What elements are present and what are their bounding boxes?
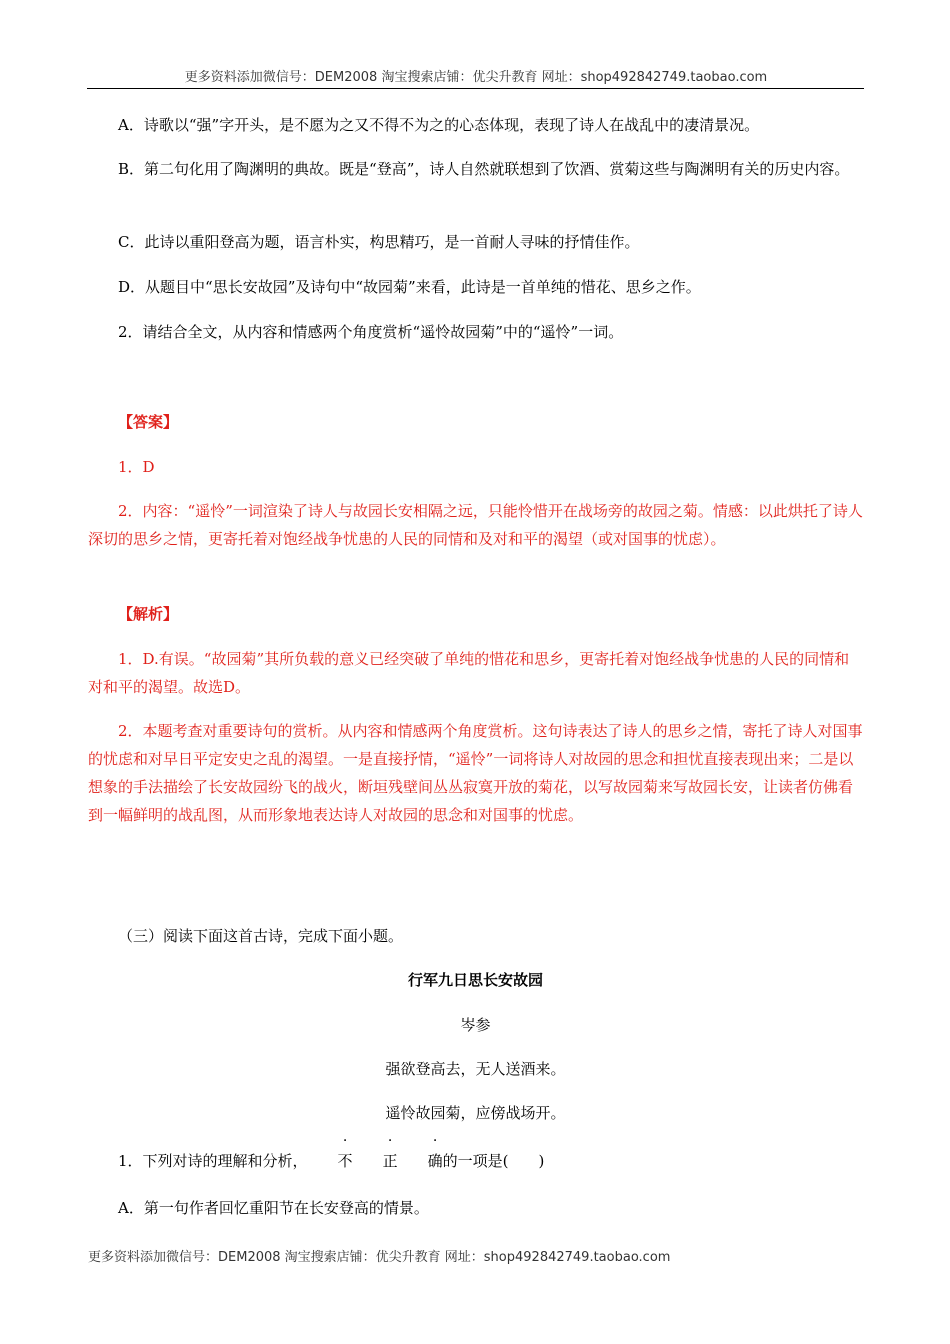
option-b-prev: B．第二句化用了陶渊明的典故。既是“登高”，诗人自然就联想到了饮酒、赏菊这些与陶渊明有关的历史内容。 xyxy=(118,160,850,178)
section-intro: （三）阅读下面这首古诗，完成下面小题。 xyxy=(118,927,404,945)
poem-line-1: 强欲登高去，无人送酒来。 xyxy=(385,1060,566,1078)
option-a: A．第一句作者回忆重阳节在长安登高的情景。 xyxy=(118,1199,429,1217)
emphasis-char: 正 xyxy=(382,1152,398,1170)
option-d-prev: D．从题目中“思长安故园”及诗句中“故园菊”来看，此诗是一首单纯的惜花、思乡之作。 xyxy=(118,278,701,296)
answer-1: 1．D xyxy=(118,458,155,476)
header-divider xyxy=(87,88,864,89)
analysis-1: 1．D.有误。“故园菊”其所负载的意义已经突破了单纯的惜花和思乡，更寄托着对饱经战争忧患的人民的同情和对和平的渴望。故选D。 xyxy=(88,650,850,696)
option-c-prev: C．此诗以重阳登高为题，语言朴实，构思精巧，是一首耐人寻味的抒情佳作。 xyxy=(118,233,640,251)
poem-title: 行军九日思长安故园 xyxy=(407,971,543,989)
option-a-prev: A．诗歌以“强”字开头，是不愿为之又不得不为之的心态体现，表现了诗人在战乱中的凄清景况。 xyxy=(118,116,760,134)
emphasis-char: 不 xyxy=(337,1152,353,1170)
analysis-heading: 【解析】 xyxy=(118,605,179,623)
page-footer: 更多资料添加微信号：DEM2008 淘宝搜索店铺：优尖升教育 网址：shop492842749.taobao.com xyxy=(88,1250,671,1265)
answer-2: 2．内容：“遥怜”一词渲染了诗人与故园长安相隔之远，只能怜惜开在战场旁的故园之菊。情感：以此烘托了诗人深切的思乡之情，更寄托着对饱经战争忧患的人民的同情和及对和平的渴望（或对国事的忧虑）。 xyxy=(88,502,863,548)
poem-author: 岑参 xyxy=(460,1016,491,1034)
emphasis-char: 确 xyxy=(427,1152,443,1170)
page-header: 更多资料添加微信号：DEM2008 淘宝搜索店铺：优尖升教育 网址：shop492842749.taobao.com xyxy=(184,70,768,85)
analysis-2: 2．本题考查对重要诗句的赏析。从内容和情感两个角度赏析。这句诗表达了诗人的思乡之情，寄托了诗人对国事的忧虑和对早日平定安史之乱的渴望。一是直接抒情，“遥怜”一词将诗人对故园的思念和担忧直接表现出来；二是以想象的手法描绘了长安故园纷飞的战火，断垣残壁间丛丛寂寞开放的菊花，以写故园菊来写故园长安，让读者仿佛看到一幅鲜明的战乱图，从而形象地表达诗人对故园的思念和对国事的忧虑。 xyxy=(88,722,863,824)
question-1-tail: 的一项是( ) xyxy=(442,1152,545,1170)
question-1-lead: 1．下列对诗的理解和分析， xyxy=(118,1152,308,1170)
poem-line-2: 遥怜故园菊，应傍战场开。 xyxy=(385,1104,566,1122)
question-1 xyxy=(88,1147,863,1175)
answer-heading: 【答案】 xyxy=(118,413,179,431)
question-2: 2．请结合全文，从内容和情感两个角度赏析“遥怜故园菊”中的“遥怜”一词。 xyxy=(118,323,624,341)
